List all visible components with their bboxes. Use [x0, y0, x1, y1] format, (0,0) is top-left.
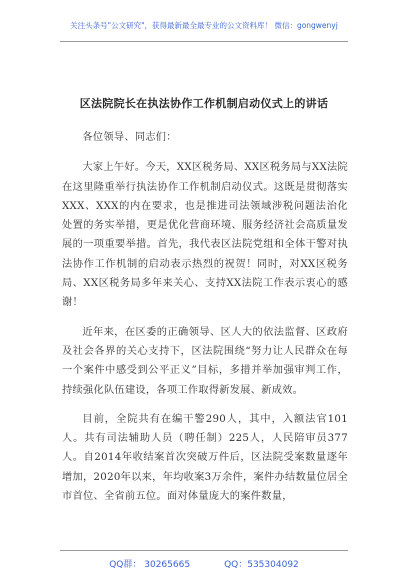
paragraph-3: 目前，全院共有在编干警290人，其中，入额法官101人。共有司法辅助人员（聘任制）225人，人民陪审员377人。自2014年收结案首次突破万件后，区法院受案数量逐年增加，2020年以来，年均收案3万余件，案件办结数量位居全市首位、全省前五位。面对体量庞大的案件数量，: [62, 413, 348, 503]
footer: [0, 557, 408, 570]
document-body: [62, 128, 348, 506]
document-title: 区法院院长在执法协作工作机制启动仪式上的讲话: [79, 97, 329, 110]
paragraph-2: 近年来，在区委的正确领导、区人大的依法监督、区政府及社会各界的关心支持下，区法院围绕“努力让人民群众在每一个案件中感受到公平正义”目标，多措并举加强审判工作，持续强化队伍建设，各项工作取得新发展、新成效。: [62, 326, 348, 396]
footer-qq: QQ：535304092: [224, 560, 299, 570]
header-note: 关注头条号"公文研究"，获得最新最全最专业的公文资料库！ 微信：gongwenyj: [70, 21, 338, 30]
footer-divider: [60, 550, 348, 551]
header-divider: [60, 41, 348, 42]
footer-qq-group: QQ群： 30265665: [109, 560, 191, 570]
paragraph-1: 大家上午好。今天，XX区税务局、XX区税务局与XX法院在这里隆重举行执法协作工作机制启动仪式。这既是贯彻落实XXX、XXX的内在要求，也是推进司法领域涉税问题法治化处置的务实举措，更是优化营商环境、服务经济社会高质量发展的一项重要举措。首先，我代表区法院党组和全体干警对执法协作工作机制的启动表示热烈的祝贺！同时，对XX区税务局、XX区税务局多年来关心、支持XX法院工作表示衷心的感谢！: [62, 162, 348, 309]
salutation: 各位领导、同志们：: [82, 132, 177, 143]
